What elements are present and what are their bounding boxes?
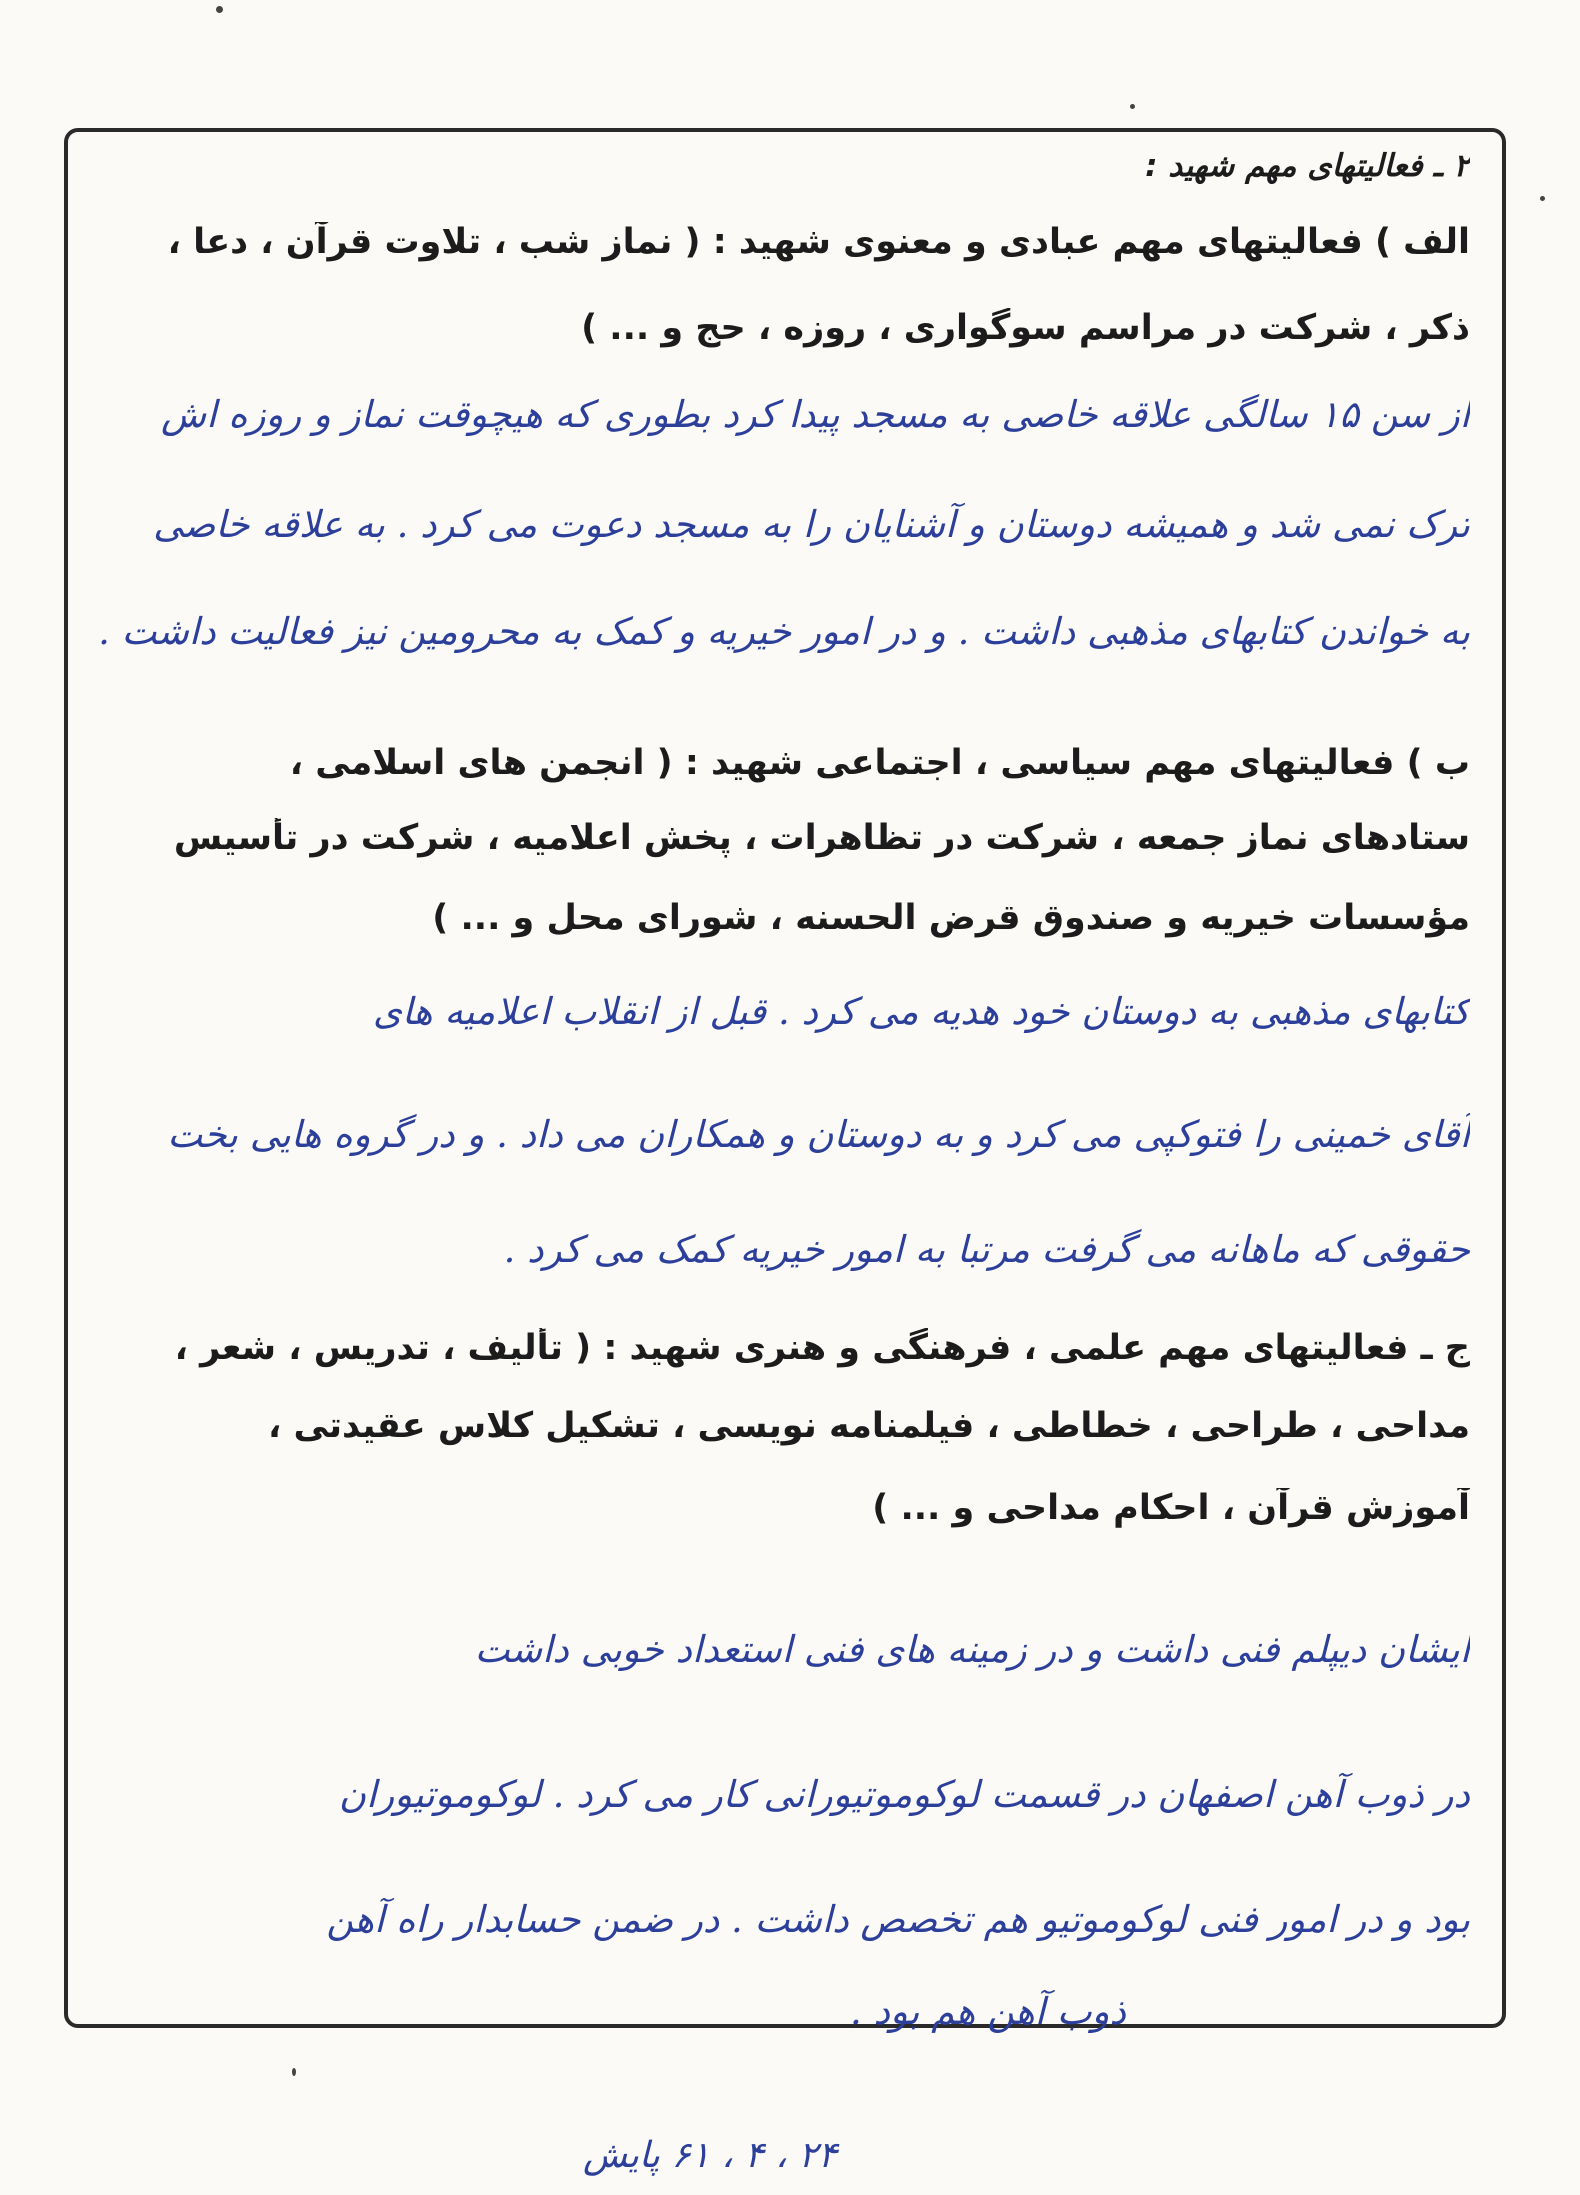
paper-speck xyxy=(216,6,223,13)
section-c-handwritten-line-3: بود و در امور فنی لوکوموتیو هم تخصص داشت . در ضمن حسابدار راه آهن xyxy=(326,1898,1470,1941)
section-b-printed-line-3: مؤسسات خیریه و صندوق قرض الحسنه ، شورای محل و ... ) xyxy=(432,898,1470,938)
section-a-handwritten-line-3: به خواندن کتابهای مذهبی داشت . و در امور خیریه و کمک به محرومین نیز فعالیت داشت . xyxy=(98,610,1470,653)
footer-date-note: ۲۴ ، ۴ ، ۶۱ پایش xyxy=(582,2135,838,2176)
section-heading: ۲ ـ فعالیتهای مهم شهید : xyxy=(1145,148,1470,184)
section-b-printed-line-2: ستادهای نماز جمعه ، شرکت در تظاهرات ، پخش اعلامیه ، شرکت در تأسیس xyxy=(173,818,1470,858)
section-a-printed-line-1: الف ) فعالیتهای مهم عبادی و معنوی شهید : ( نماز شب ، تلاوت قرآن ، دعا ، xyxy=(167,222,1470,262)
section-c-printed-line-2: مداحی ، طراحی ، خطاطی ، فیلمنامه نویسی ، تشکیل کلاس عقیدتی ، xyxy=(268,1406,1470,1446)
section-a-handwritten-line-1: از سن ۱۵ سالگی علاقه خاصی به مسجد پیدا کرد بطوری که هیچوقت نماز و روزه اش xyxy=(161,393,1470,436)
paper-speck xyxy=(1540,196,1545,201)
section-c-printed-line-1: ج ـ فعالیتهای مهم علمی ، فرهنگی و هنری شهید : ( تألیف ، تدریس ، شعر ، xyxy=(174,1328,1470,1368)
section-a-printed-line-2: ذکر ، شرکت در مراسم سوگواری ، روزه ، حج و ... ) xyxy=(581,308,1470,348)
document-body xyxy=(64,128,1506,2033)
section-c-handwritten-line-1: ایشان دیپلم فنی داشت و در زمینه های فنی استعداد خوبی داشت xyxy=(474,1628,1470,1671)
section-c-handwritten-line-4: ذوب آهن هم بود . xyxy=(850,1990,1126,2033)
section-b-handwritten-line-2: آقای خمینی را فتوکپی می کرد و به دوستان و همکاران می داد . و در گروه هایی بخت xyxy=(167,1113,1470,1156)
section-c-printed-line-3: آموزش قرآن ، احکام مداحی و ... ) xyxy=(872,1488,1470,1528)
section-b-printed-line-1: ب ) فعالیتهای مهم سیاسی ، اجتماعی شهید : ( انجمن های اسلامی ، xyxy=(289,743,1470,783)
paper-speck xyxy=(292,2068,296,2076)
section-b-handwritten-line-3: حقوقی که ماهانه می گرفت مرتبا به امور خیریه کمک می کرد . xyxy=(503,1228,1470,1271)
section-c-handwritten-line-2: در ذوب آهن اصفهان در قسمت لوکوموتیورانی کار می کرد . لوکوموتیوران xyxy=(338,1773,1470,1816)
paper-speck xyxy=(1130,104,1135,109)
section-a-handwritten-line-2: ترک نمی شد و همیشه دوستان و آشنایان را به مسجد دعوت می کرد . به علاقه خاصی xyxy=(153,503,1470,546)
section-b-handwritten-line-1: کتابهای مذهبی به دوستان خود هدیه می کرد . قبل از انقلاب اعلامیه های xyxy=(372,990,1470,1033)
